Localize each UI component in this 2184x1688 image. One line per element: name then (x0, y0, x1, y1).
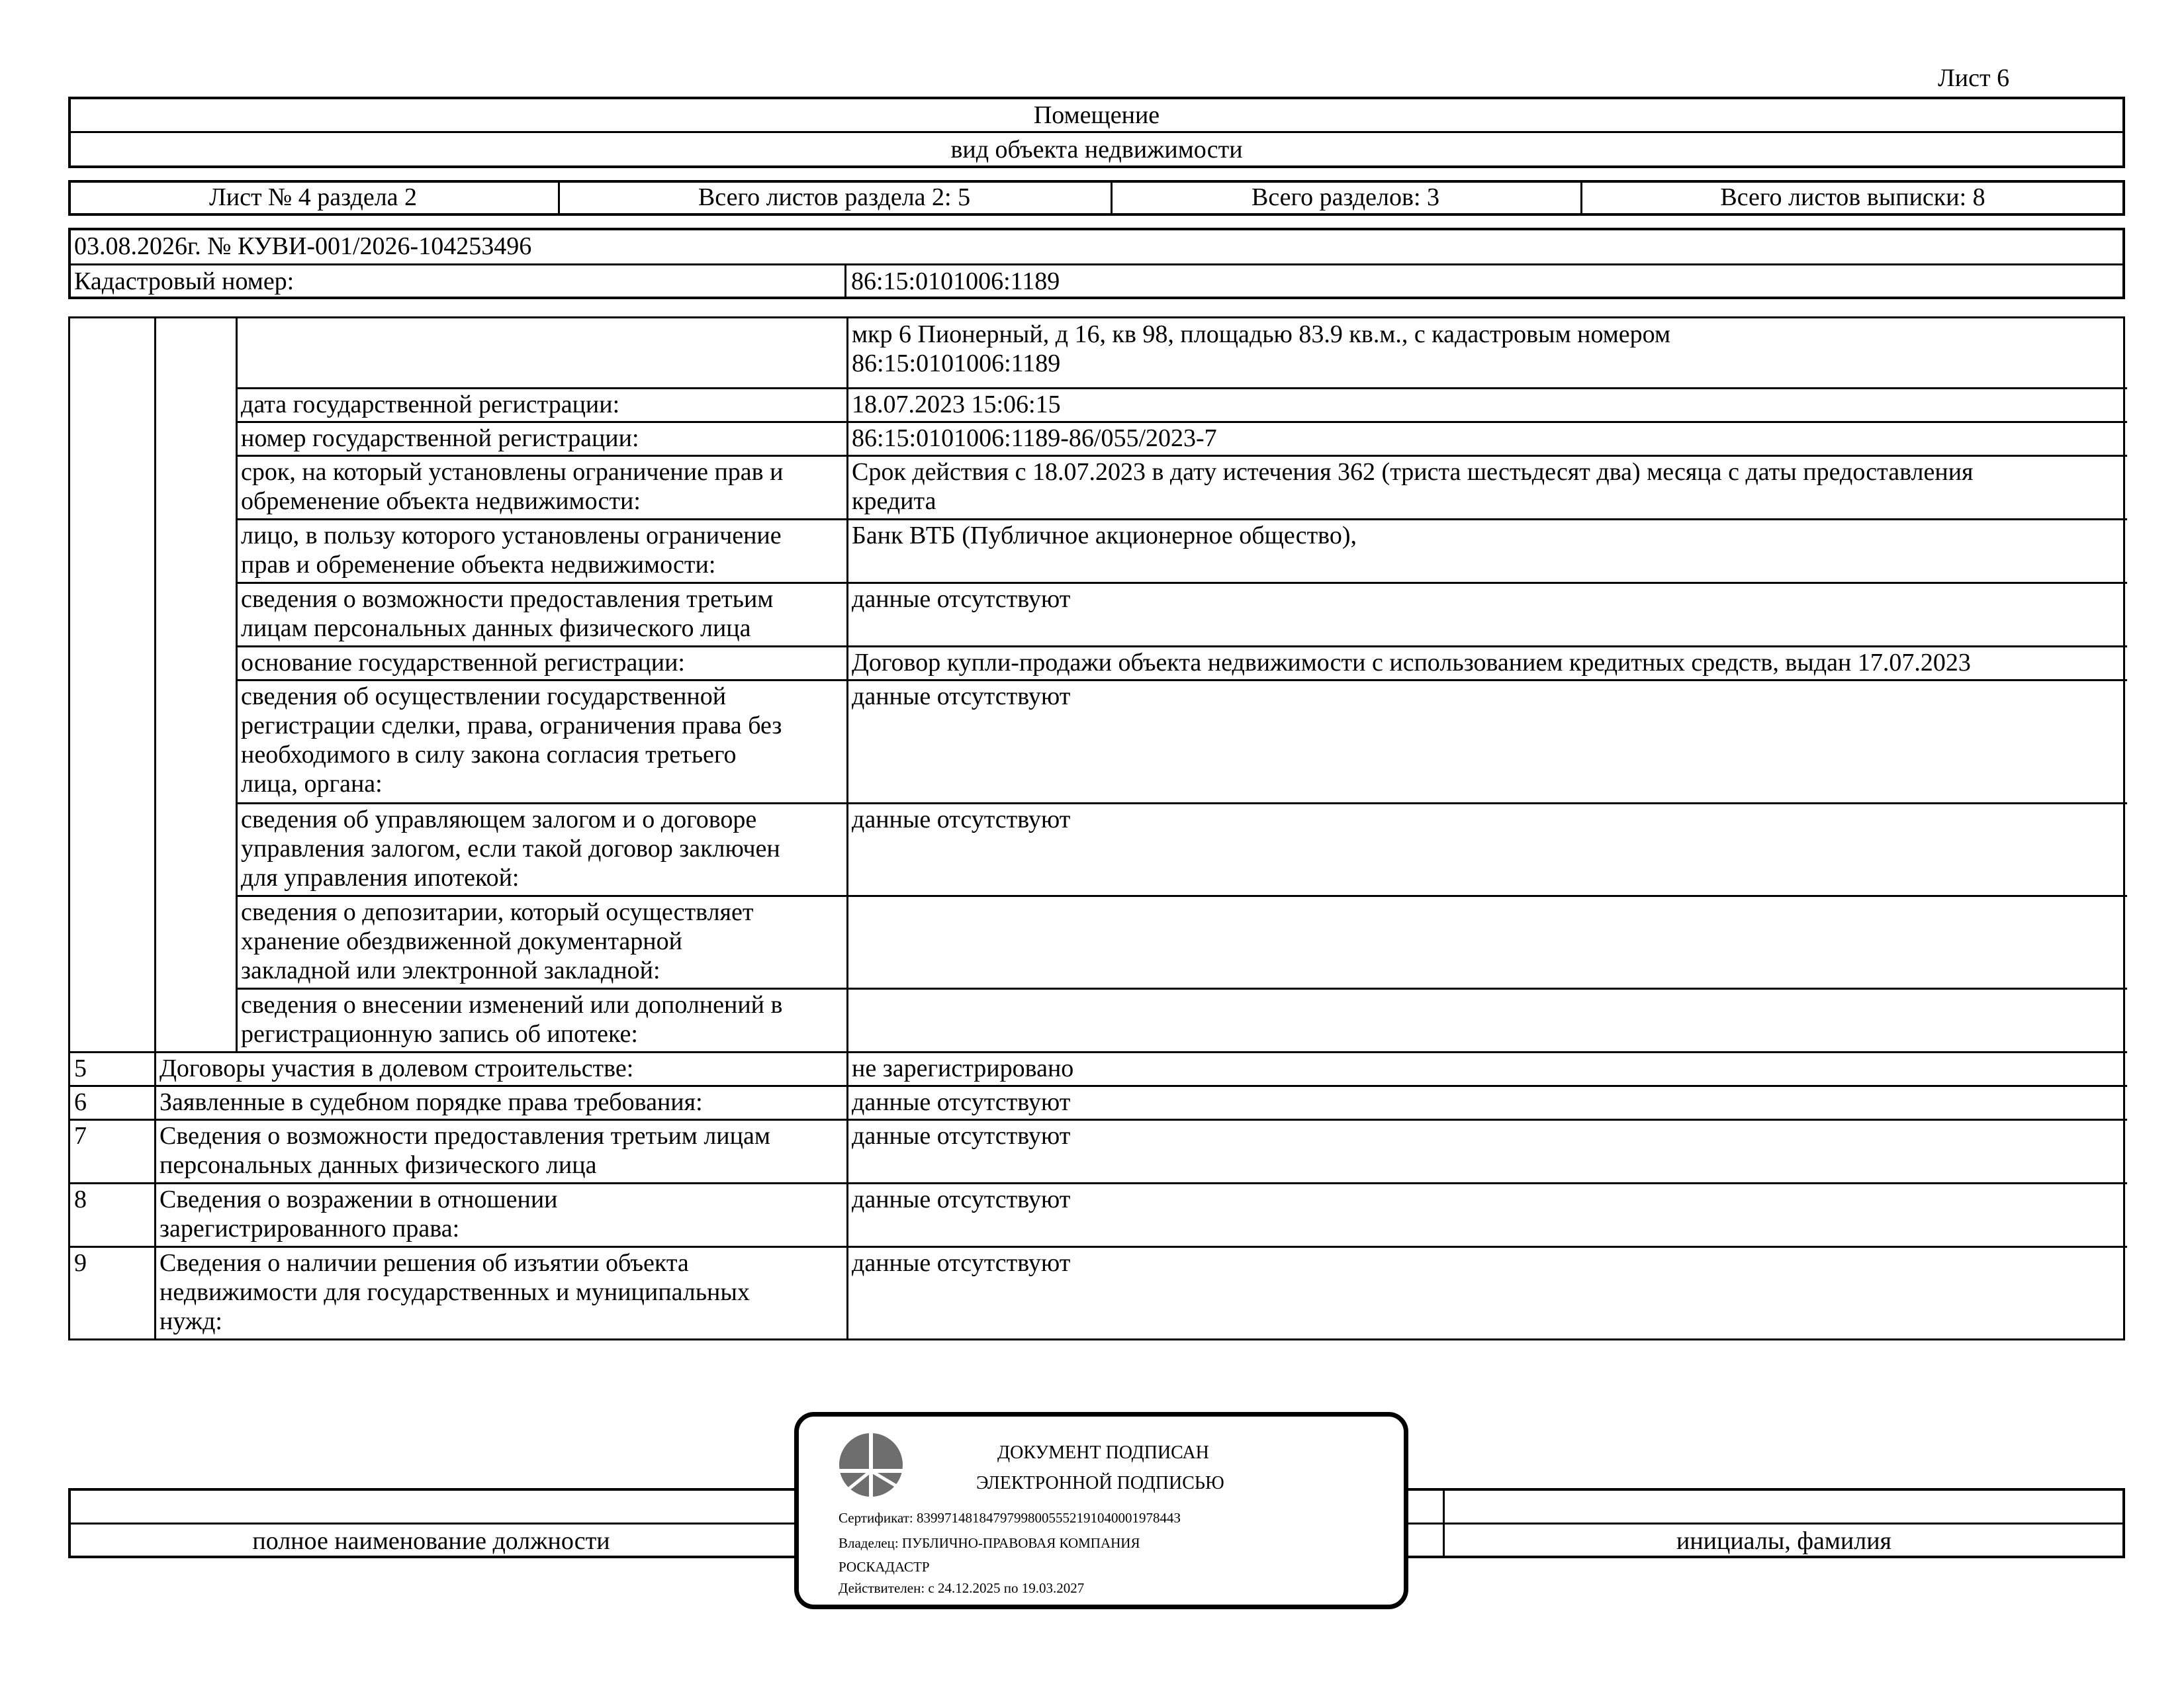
row-number: 5 (74, 1055, 87, 1082)
stamp-title-line2: ЭЛЕКТРОННОЙ ПОДПИСЬЮ (976, 1473, 1224, 1493)
cadastral-label: Кадастровый номер: (74, 267, 295, 295)
encumbrance-field-label: сведения о возможности предоставления третьим лицам персональных данных физического лица (241, 585, 774, 642)
sub-row-divider (236, 679, 2127, 681)
counter-sheet-of-section: Лист № 4 раздела 2 (208, 183, 418, 211)
position-label: полное наименование должности (252, 1527, 610, 1555)
main-row-divider (70, 1119, 2127, 1121)
encumbrance-field-label: срок, на который установлены ограничение прав и обременение объекта недвижимости: (241, 458, 784, 515)
counter-total-sheets: Всего листов выписки: 8 (1720, 183, 1985, 211)
doc-ref: 03.08.2026г. № КУВИ-001/2026-104253496 (74, 232, 532, 260)
row-value: данные отсутствуют (852, 1249, 1071, 1277)
encumbrance-field-label: сведения о депозитарии, который осуществляет хранение обездвиженной документарной закладной или электронной закладной: (241, 898, 754, 984)
sheet-label: Лист 6 (1938, 64, 2010, 92)
encumbrance-field-value: 18.07.2023 15:06:15 (852, 391, 1061, 418)
row-value: данные отсутствуют (852, 1088, 1071, 1116)
row-label: Договоры участия в долевом строительстве: (159, 1055, 634, 1082)
rosreestr-emblem-icon (835, 1429, 907, 1501)
sub-row-divider (236, 895, 2127, 897)
main-row-divider (70, 1085, 2127, 1087)
stamp-validity: Действителен: с 24.12.2025 по 19.03.2027 (839, 1580, 1085, 1596)
sub-row-divider (236, 988, 2127, 990)
row-label: Сведения о наличии решения об изъятии объекта недвижимости для государственных и муниципальных нужд: (159, 1249, 750, 1335)
row-value: данные отсутствуют (852, 1186, 1071, 1213)
stamp-owner-line2: РОСКАДАСТР (839, 1559, 930, 1575)
col-divider-sub (236, 318, 238, 1053)
row-number: 6 (74, 1088, 87, 1116)
records-table (68, 316, 2125, 1340)
sub-row-divider (236, 802, 2127, 804)
encumbrance-field-value: данные отсутствуют (852, 806, 1071, 833)
sub-row-divider (236, 645, 2127, 647)
doc-ref-divider (68, 263, 2125, 265)
sub-row-divider (236, 518, 2127, 520)
encumbrance-field-value: Срок действия с 18.07.2023 в дату истечения 362 (триста шестьдесят два) месяца с даты предоставления кредита (852, 458, 1974, 515)
object-subtitle: вид объекта недвижимости (950, 136, 1243, 164)
row-label: Сведения о возражении в отношении зарегистрированного права: (159, 1186, 558, 1243)
encumbrance-field-label: лицо, в пользу которого установлены ограничение прав и обременение объекта недвижимости: (241, 522, 782, 579)
row-number: 7 (74, 1122, 87, 1150)
encumbrance-field-label: номер государственной регистрации: (241, 424, 639, 452)
row-value: не зарегистрировано (852, 1055, 1074, 1082)
main-row-divider (70, 1182, 2127, 1184)
row-number: 9 (74, 1249, 87, 1277)
row-label: Сведения о возможности предоставления третьим лицам персональных данных физического лица (159, 1122, 770, 1179)
encumbrance-field-value: мкр 6 Пионерный, д 16, кв 98, площадью 83.9 кв.м., с кадастровым номером 86:15:0101006:1189 (852, 320, 1670, 377)
sub-row-divider (236, 387, 2127, 389)
encumbrance-field-label: сведения об управляющем залогом и о договоре управления залогом, если такой договор заключен для управления ипотекой: (241, 806, 780, 892)
encumbrance-field-label: сведения об осуществлении государственной регистрации сделки, права, ограничения права без необходимого в силу закона согласия третьего лица, органа: (241, 682, 782, 798)
sub-row-divider (236, 582, 2127, 584)
col-divider-value (846, 318, 848, 1340)
stamp-title-line1: ДОКУМЕНТ ПОДПИСАН (997, 1442, 1209, 1463)
cadastral-value: 86:15:0101006:1189 (851, 267, 1060, 295)
row-label: Заявленные в судебном порядке права требования: (159, 1088, 703, 1116)
cadastral-divider (844, 263, 846, 299)
signature-stamp (794, 1412, 1408, 1609)
main-row-divider (70, 1246, 2127, 1248)
encumbrance-field-label: основание государственной регистрации: (241, 649, 685, 677)
counter-sections: Всего разделов: 3 (1251, 183, 1440, 211)
row-value: данные отсутствуют (852, 1122, 1071, 1150)
sub-row-divider (236, 455, 2127, 457)
encumbrance-field-value: Договор купли-продажи объекта недвижимости с использованием кредитных средств, выдан 17.07.2023 (852, 649, 1971, 677)
encumbrance-field-value: 86:15:0101006:1189-86/055/2023-7 (852, 424, 1217, 452)
stamp-owner-line1: Владелец: ПУБЛИЧНО-ПРАВОВАЯ КОМПАНИЯ (839, 1535, 1140, 1551)
encumbrance-field-value: данные отсутствуют (852, 585, 1071, 613)
encumbrance-field-label: дата государственной регистрации: (241, 391, 620, 418)
name-label: инициалы, фамилия (1676, 1527, 1892, 1555)
section-divider (70, 1051, 2127, 1053)
row-number: 8 (74, 1186, 87, 1213)
encumbrance-field-label: сведения о внесении изменений или дополнений в регистрационную запись об ипотеке: (241, 991, 783, 1048)
object-header-divider (68, 131, 2125, 133)
encumbrance-field-value: данные отсутствуют (852, 682, 1071, 710)
col-divider-num (154, 318, 156, 1340)
encumbrance-field-value: Банк ВТБ (Публичное акционерное общество), (852, 522, 1357, 549)
stamp-certificate: Сертификат: 8399714818479799800555219104000197844З (839, 1510, 1181, 1526)
sub-row-divider (236, 421, 2127, 423)
object-title: Помещение (1033, 101, 1160, 129)
counter-section-sheets: Всего листов раздела 2: 5 (698, 183, 971, 211)
